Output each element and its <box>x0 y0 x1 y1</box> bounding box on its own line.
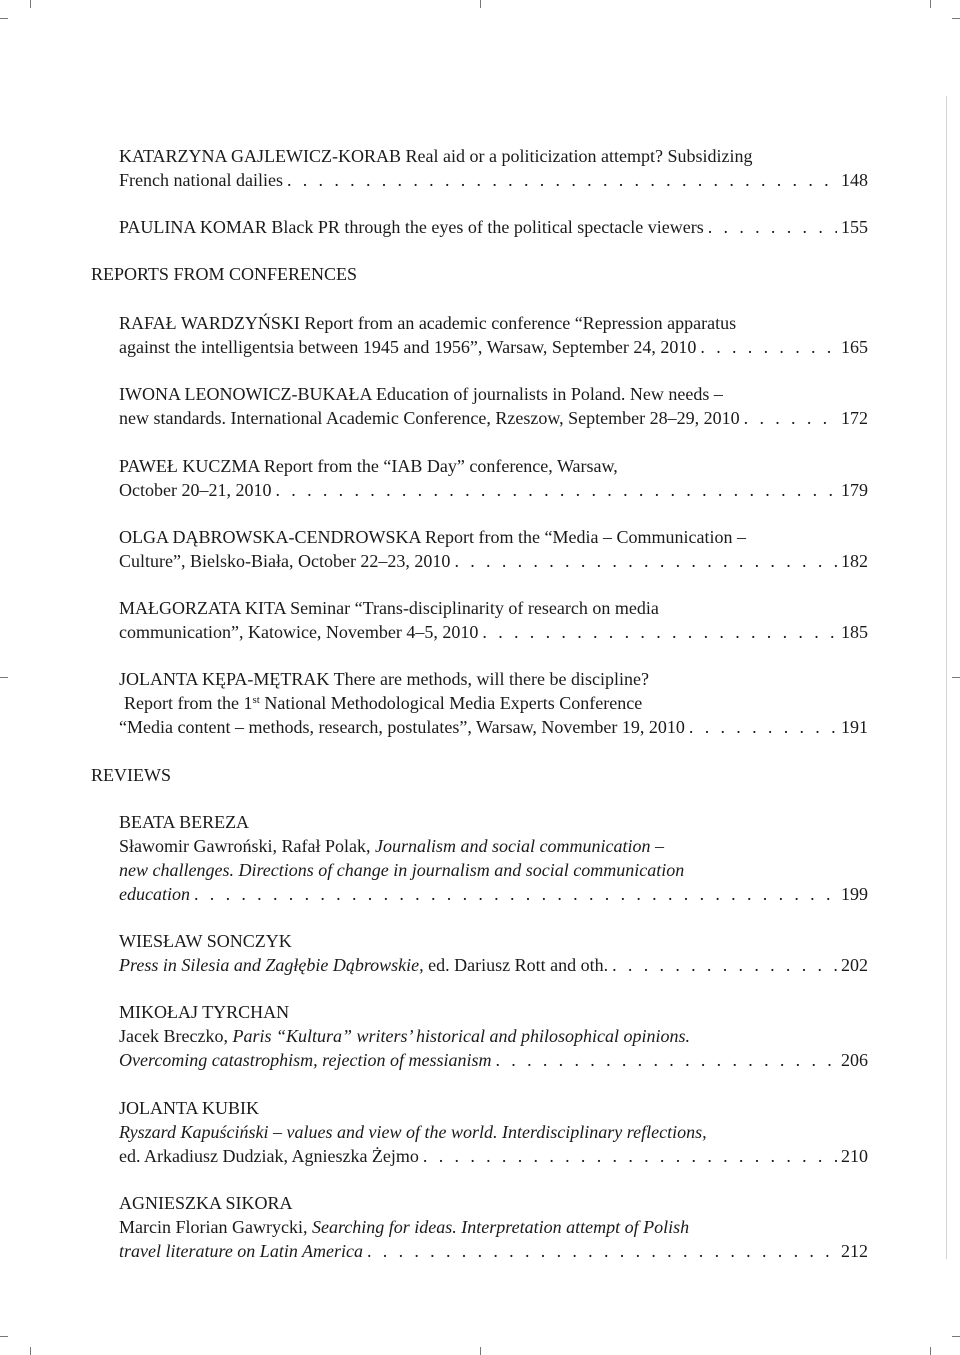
toc-entry-text: MAŁGORZATA KITA Seminar “Trans-disciplinarity of research on media <box>119 598 659 618</box>
page-number: 155 <box>841 217 868 237</box>
toc-entry-kita[interactable] <box>119 596 868 644</box>
dot-leader <box>423 1144 837 1168</box>
crop-mark <box>0 18 8 19</box>
crop-mark <box>480 1347 481 1355</box>
toc-entry-gajlewicz[interactable] <box>119 144 868 192</box>
crop-mark <box>952 677 960 678</box>
page-number: 182 <box>841 551 868 571</box>
dot-leader <box>454 549 837 573</box>
toc-entry-text: PAWEŁ KUCZMA Report from the “IAB Day” conference, Warsaw, <box>119 456 618 476</box>
review-author: AGNIESZKA SIKORA <box>119 1193 293 1213</box>
page-number: 210 <box>841 1146 868 1166</box>
superscript: st <box>252 694 260 706</box>
page-number: 148 <box>841 170 868 190</box>
book-title: education <box>119 884 190 904</box>
page-number: 212 <box>841 1241 868 1261</box>
toc-entry-text: National Methodological Media Experts Conference <box>259 693 643 713</box>
dot-leader <box>612 953 837 977</box>
dot-leader <box>194 882 837 906</box>
crop-mark <box>480 0 481 8</box>
crop-mark <box>952 18 960 19</box>
crop-mark <box>0 1336 8 1337</box>
toc-entry-komar[interactable] <box>119 215 868 239</box>
book-title: Searching for ideas. Interpretation attempt of Polish <box>311 1217 690 1237</box>
section-heading-reviews: REVIEWS <box>91 765 171 785</box>
crop-mark <box>930 0 931 8</box>
toc-entry-text: Marcin Florian Gawrycki, <box>119 1217 312 1237</box>
dot-leader <box>495 1048 837 1072</box>
toc-entry-text: ed. Dariusz Rott and oth. <box>423 955 609 975</box>
dot-leader <box>287 168 837 192</box>
section-heading-reports: REPORTS FROM CONFERENCES <box>91 264 357 284</box>
book-title: Journalism and social communication – <box>374 836 664 856</box>
toc-entry-text: RAFAŁ WARDZYŃSKI Report from an academic conference “Repression apparatus <box>119 313 737 333</box>
page-number: 172 <box>841 408 868 428</box>
review-author: BEATA BEREZA <box>119 812 250 832</box>
toc-entry-bereza[interactable] <box>119 810 868 906</box>
dot-leader <box>689 715 837 739</box>
toc-entry-kepa[interactable] <box>119 667 868 739</box>
toc-entry-text: French national dailies <box>119 170 283 190</box>
dot-leader <box>744 406 837 430</box>
toc-entry-text: communication”, Katowice, November 4–5, 2010 <box>119 622 479 642</box>
book-title: new challenges. Directions of change in journalism and social communication <box>119 860 685 880</box>
toc-entry-text: OLGA DĄBROWSKA-CENDROWSKA Report from the “Media – Communication – <box>119 527 746 547</box>
book-title: Overcoming catastrophism, rejection of messianism <box>119 1050 492 1070</box>
dot-leader <box>367 1239 837 1263</box>
dot-leader <box>275 478 837 502</box>
toc-entry-leonowicz[interactable] <box>119 382 868 430</box>
book-title: Press in Silesia and Zagłębie Dąbrowskie, <box>119 955 424 975</box>
review-author: WIESŁAW SONCZYK <box>119 931 292 951</box>
review-author: MIKOŁAJ TYRCHAN <box>119 1002 290 1022</box>
toc-entry-text: ed. Arkadiusz Dudziak, Agnieszka Żejmo <box>119 1146 419 1166</box>
toc-entry-text: PAULINA KOMAR Black PR through the eyes of the political spectacle viewers <box>119 217 704 237</box>
crop-mark <box>0 677 8 678</box>
toc-entry-text: Culture”, Bielsko-Biała, October 22–23, 2010 <box>119 551 451 571</box>
toc-entry-sikora[interactable] <box>119 1191 868 1263</box>
toc-entry-text: Jacek Breczko, <box>119 1026 233 1046</box>
page-number: 191 <box>841 717 868 737</box>
page-number: 185 <box>841 622 868 642</box>
review-author: JOLANTA KUBIK <box>119 1098 260 1118</box>
toc-entry-kubik[interactable] <box>119 1096 868 1168</box>
book-title: travel literature on Latin America <box>119 1241 363 1261</box>
toc-entry-sonczyk[interactable] <box>119 929 868 977</box>
crop-mark <box>30 0 31 8</box>
dot-leader <box>482 620 837 644</box>
page-number: 199 <box>841 884 868 904</box>
page-number: 206 <box>841 1050 868 1070</box>
page-number: 165 <box>841 337 868 357</box>
toc-entry-text: October 20–21, 2010 <box>119 480 272 500</box>
dot-leader <box>700 335 837 359</box>
toc-entry-text: Sławomir Gawroński, Rafał Polak, <box>119 836 375 856</box>
toc-entry-text: JOLANTA KĘPA-MĘTRAK There are methods, will there be discipline? <box>119 669 649 689</box>
crop-mark <box>930 1347 931 1355</box>
toc-entry-tyrchan[interactable] <box>119 1000 868 1072</box>
toc-entry-text: “Media content – methods, research, postulates”, Warsaw, November 19, 2010 <box>119 717 685 737</box>
book-title: Paris “Kultura” writers’ historical and philosophical opinions. <box>232 1026 691 1046</box>
toc-entry-text: Report from the 1 <box>124 693 253 713</box>
page-number: 179 <box>841 480 868 500</box>
toc-entry-text: KATARZYNA GAJLEWICZ-KORAB Real aid or a politicization attempt? Subsidizing <box>119 146 753 166</box>
dot-leader <box>708 215 837 239</box>
crop-mark <box>30 1347 31 1355</box>
toc-entry-text: new standards. International Academic Conference, Rzeszow, September 28–29, 2010 <box>119 408 740 428</box>
toc-entry-text: IWONA LEONOWICZ-BUKAŁA Education of journalists in Poland. New needs – <box>119 384 723 404</box>
toc-entry-dabrowska[interactable] <box>119 525 868 573</box>
page-number: 202 <box>841 955 868 975</box>
toc-entry-kuczma[interactable] <box>119 454 868 502</box>
book-title: Ryszard Kapuściński – values and view of the world. Interdisciplinary reflections, <box>119 1122 707 1142</box>
toc-entry-text: against the intelligentsia between 1945 and 1956”, Warsaw, September 24, 2010 <box>119 337 697 357</box>
crop-mark <box>952 1336 960 1337</box>
toc-entry-wardzynski[interactable] <box>119 311 868 359</box>
page-edge-rule <box>946 96 947 1259</box>
